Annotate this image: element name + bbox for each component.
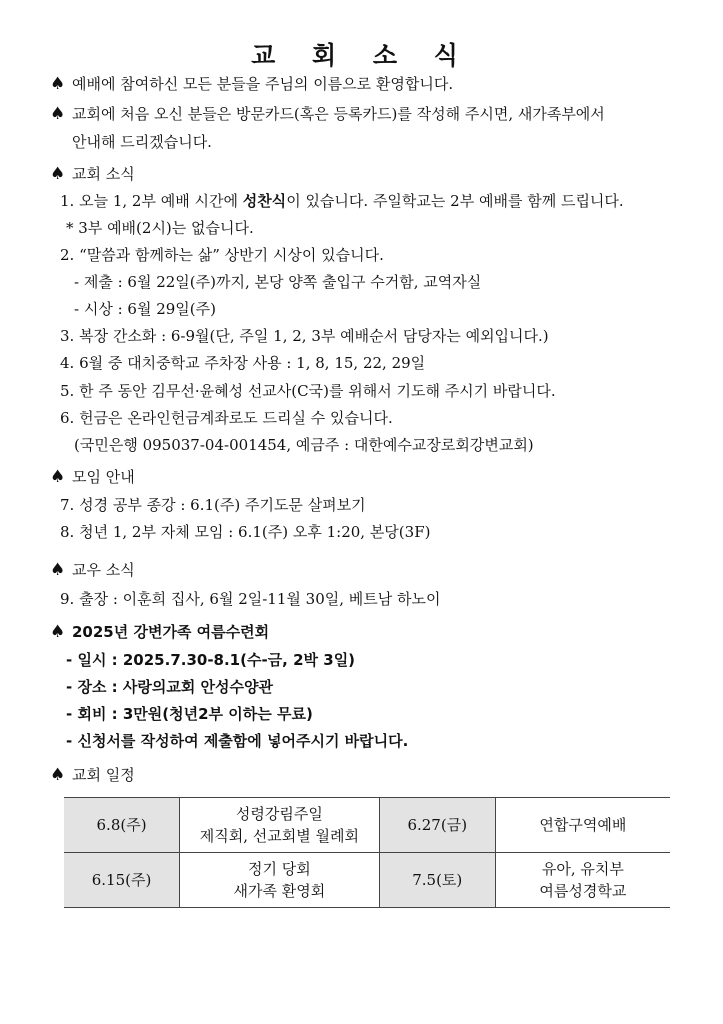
- meeting-item-8: 8. 청년 1, 2부 자체 모임 : 6.1(주) 오후 1:20, 본당(3F): [60, 523, 431, 541]
- church-news-heading: [50, 164, 135, 184]
- spade-icon: ♠: [50, 622, 66, 642]
- retreat-heading-text: 2025년 강변가족 여름수련회: [72, 623, 270, 641]
- news-item-1-note: * 3부 예배(2시)는 없습니다.: [66, 219, 254, 237]
- schedule-event: [495, 798, 670, 853]
- page-title: 교 회 소 식: [251, 41, 472, 70]
- meetings-heading: [50, 467, 135, 487]
- spade-icon: ♠: [50, 104, 66, 124]
- news-item-1: [60, 191, 624, 211]
- news-item-4: 4. 6월 중 대치중학교 주차장 사용 : 1, 8, 15, 22, 29일: [60, 354, 426, 372]
- schedule-event-line: 정기 당회: [248, 860, 311, 878]
- schedule-event-line: 연합구역예배: [539, 816, 627, 834]
- retreat-date: - 일시 : 2025.7.30-8.1(수-금, 2박 3일): [66, 651, 356, 669]
- schedule-heading-text: 교회 일정: [72, 766, 135, 784]
- member-news-heading: [50, 560, 135, 580]
- spade-icon: ♠: [50, 164, 66, 184]
- retreat-apply: - 신청서를 작성하여 제출함에 넣어주시기 바랍니다.: [66, 732, 409, 750]
- news-item-1-post: 이 있습니다. 주일학교는 2부 예배를 함께 드립니다.: [286, 192, 624, 210]
- table-row: [64, 853, 670, 908]
- news-item-6: 6. 헌금은 온라인헌금계좌로도 드리실 수 있습니다.: [60, 409, 393, 427]
- news-item-1-pre: 1. 오늘 1, 2부 예배 시간에: [60, 192, 243, 210]
- schedule-event-line: 제직회, 선교회별 월례회: [199, 827, 359, 845]
- schedule-event: [180, 853, 380, 908]
- meetings-heading-text: 모임 안내: [72, 468, 135, 486]
- schedule-date: 7.5(토): [379, 853, 495, 908]
- news-item-1-highlight: 성찬식: [242, 192, 287, 210]
- schedule-event-line: 새가족 환영회: [233, 882, 326, 900]
- schedule-event-line: 유아, 유치부: [541, 860, 624, 878]
- news-item-6-sub: (국민은행 095037-04-001454, 예금주 : 대한예수교장로회강변교회): [74, 436, 534, 454]
- retreat-fee: - 회비 : 3만원(청년2부 이하는 무료): [66, 705, 313, 723]
- spade-icon: ♠: [50, 560, 66, 580]
- schedule-date: 6.27(금): [379, 798, 495, 853]
- retreat-place: - 장소 : 사랑의교회 안성수양관: [66, 678, 273, 696]
- news-item-2-sub2: - 시상 : 6월 29일(주): [74, 300, 216, 318]
- member-item-9: 9. 출장 : 이훈희 집사, 6월 2일-11월 30일, 베트남 하노이: [60, 590, 441, 608]
- spade-icon: ♠: [50, 74, 66, 94]
- visitor-text-1: 교회에 처음 오신 분들은 방문카드(혹은 등록카드)를 작성해 주시면, 새가족부에서: [72, 105, 605, 123]
- news-item-2: 2. “말씀과 함께하는 삶” 상반기 시상이 있습니다.: [60, 246, 384, 264]
- table-row: [64, 798, 670, 853]
- visitor-line: [50, 104, 605, 124]
- news-item-3: 3. 복장 간소화 : 6-9월(단, 주일 1, 2, 3부 예배순서 담당자는 예외입니다.): [60, 327, 549, 345]
- spade-icon: ♠: [50, 467, 66, 487]
- schedule-event: [495, 853, 670, 908]
- member-news-heading-text: 교우 소식: [72, 561, 135, 579]
- news-item-5: 5. 한 주 동안 김무선·윤혜성 선교사(C국)를 위해서 기도해 주시기 바랍니다.: [60, 382, 556, 400]
- retreat-heading: [50, 622, 269, 642]
- schedule-date: 6.15(주): [64, 853, 180, 908]
- schedule-event-line: 성령강림주일: [235, 805, 323, 823]
- welcome-line: [50, 74, 453, 94]
- meeting-item-7: 7. 성경 공부 종강 : 6.1(주) 주기도문 살펴보기: [60, 496, 366, 514]
- welcome-text: 예배에 참여하신 모든 분들을 주님의 이름으로 환영합니다.: [72, 75, 454, 93]
- news-item-2-sub1: - 제출 : 6월 22일(주)까지, 본당 양쪽 출입구 수거함, 교역자실: [74, 273, 482, 291]
- schedule-event-line: 여름성경학교: [539, 882, 627, 900]
- visitor-text-2: 안내해 드리겠습니다.: [72, 133, 212, 151]
- schedule-heading: [50, 765, 135, 785]
- schedule-date: 6.8(주): [64, 798, 180, 853]
- schedule-event: [180, 798, 380, 853]
- schedule-table: [64, 797, 670, 908]
- spade-icon: ♠: [50, 765, 66, 785]
- church-news-heading-text: 교회 소식: [72, 165, 135, 183]
